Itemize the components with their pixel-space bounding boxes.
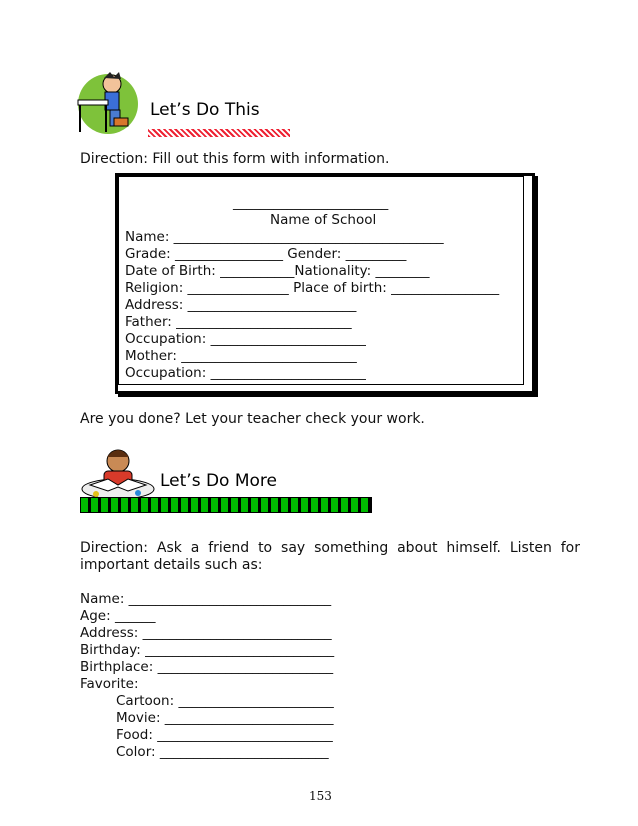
detail-line-address: Address: ____________________________	[80, 625, 332, 641]
favorite-line-food: Food: __________________________	[116, 727, 333, 743]
decorative-zigzag-divider	[148, 129, 290, 137]
section2-direction-line1: Direction: Ask a friend to say something about himself. Listen for	[80, 540, 580, 556]
student-at-desk-icon	[70, 70, 140, 140]
boy-reading-icon	[80, 445, 156, 501]
form-line-mother-occupation: Occupation: _______________________	[125, 365, 366, 381]
section2-direction-line2: important details such as:	[80, 557, 263, 573]
form-line-address: Address: _________________________	[125, 297, 357, 313]
school-name-blank: _______________________	[233, 195, 389, 211]
detail-line-birthplace: Birthplace: __________________________	[80, 659, 334, 675]
check-work-text: Are you done? Let your teacher check your work.	[80, 411, 425, 427]
form-line-father: Father: __________________________	[125, 314, 352, 330]
detail-line-favorite: Favorite:	[80, 676, 139, 692]
detail-line-birthday: Birthday: ____________________________	[80, 642, 335, 658]
detail-line-name: Name: ______________________________	[80, 591, 332, 607]
decorative-green-bar	[80, 497, 372, 513]
section2-title: Let’s Do More	[160, 471, 277, 491]
favorite-line-movie: Movie: _________________________	[116, 710, 334, 726]
page-number: 153	[309, 789, 332, 803]
detail-line-age: Age: ______	[80, 608, 156, 624]
favorite-line-cartoon: Cartoon: _______________________	[116, 693, 334, 709]
school-name-label: Name of School	[270, 212, 377, 228]
section1-direction: Direction: Fill out this form with information.	[80, 151, 390, 167]
form-line-father-occupation: Occupation: _______________________	[125, 331, 366, 347]
form-line-grade-gender: Grade: ________________ Gender: _________	[125, 246, 407, 262]
form-line-religion-birthplace: Religion: _______________ Place of birth: ________________	[125, 280, 500, 296]
form-line-birth-nationality: Date of Birth: ___________Nationality: ________	[125, 263, 430, 279]
form-line-name: Name: ________________________________________	[125, 229, 444, 245]
favorite-line-color: Color: _________________________	[116, 744, 329, 760]
section1-title: Let’s Do This	[150, 100, 260, 120]
form-line-mother: Mother: __________________________	[125, 348, 357, 364]
